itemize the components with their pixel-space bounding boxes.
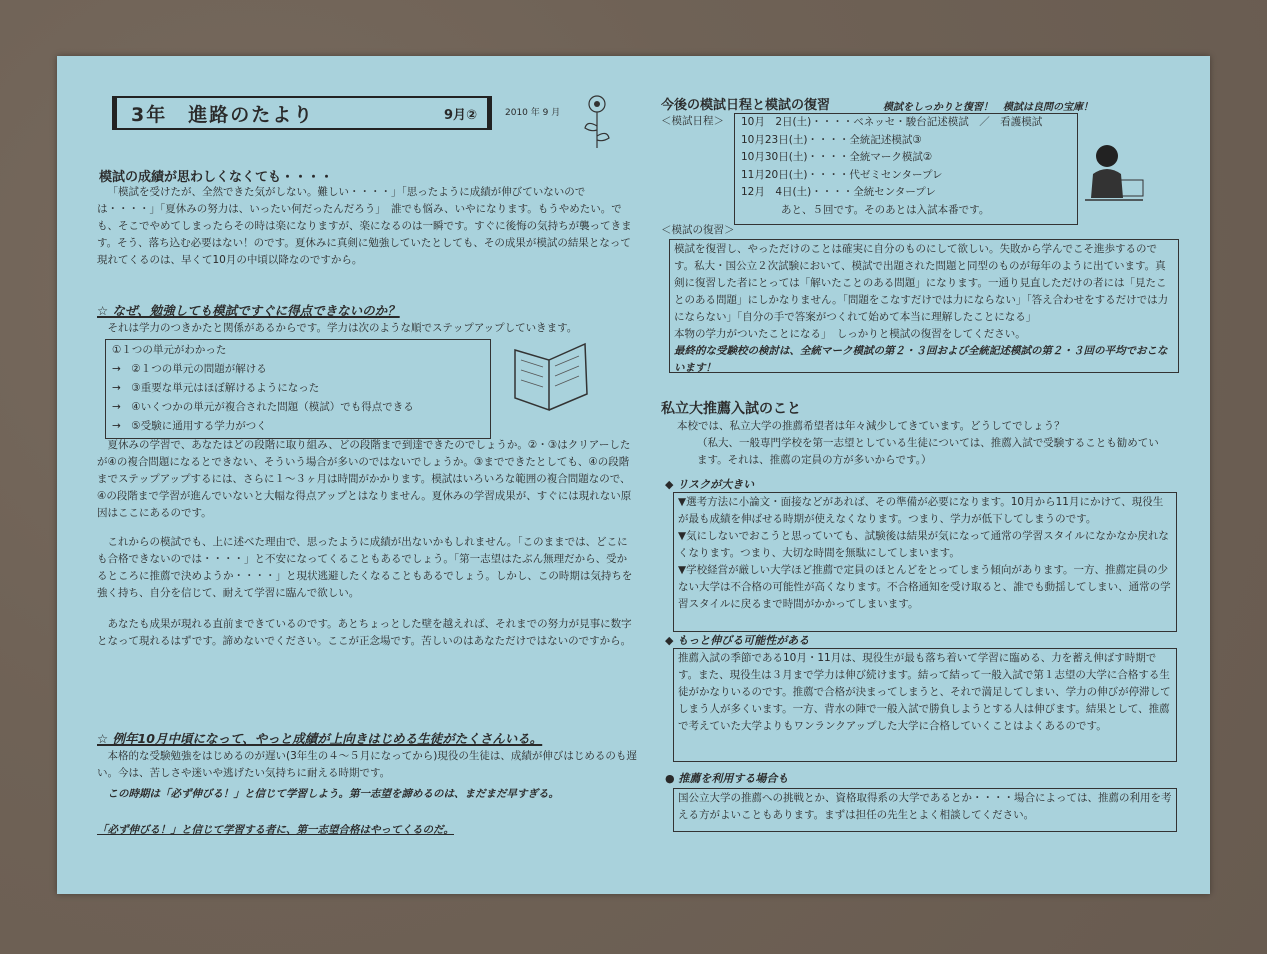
paragraph: 本校では、私立大学の推薦希望者は年々減少してきています。どうしてでしょう？ [677, 420, 1065, 432]
flower-icon [579, 92, 615, 150]
schedule-note: あと、５回です。そのあとは入試本番です。 [781, 203, 990, 216]
step-item: → ⑤受験に通用する学力がつく [112, 420, 267, 432]
paragraph: 国公立大学の推薦への挑戦とか、資格取得系の大学であるとか・・・・場合によっては、推薦の利用を考える方がよいこともあります。まずは担任の先生とよく相談してください。 [678, 792, 1172, 821]
risk-item: ▼選考方法に小論文・面接などがあれば、その準備が必要になります。10月から11月にかけて、現役生が最も成績を伸ばせる時期が使えなくなります。つまり、学力が低下してしまうのです。 [678, 496, 1164, 525]
growth-box [673, 648, 1177, 762]
review-box [669, 239, 1179, 373]
paragraph: 夏休みの学習で、あなたはどの段階に取り組み、どの段階まで到達できたのでしょうか。②・③はクリアーしたが④の複合問題になるとできない、そういう場合が多いのではないでしょうか。③までできたとしても、④の段階までステップアップするには、さらに１～３ヶ月は時間がかかります。模試はいろいろな範囲の複合問題なので、④の段階まで学習が進んでいないと大幅な得点アップとはなりません。夏休みの学習成果が、すぐには現れない原因はここにあるのです。 [97, 439, 632, 519]
section-heading: 今後の模試日程と模試の復習 [661, 98, 831, 113]
schedule-item: 10月 2日(土)・・・・ベネッセ・駿台記述模試 ／ 看護模試 [741, 116, 1043, 128]
emphasis-text: 「必ず伸びる！」と信じて学習する者に、第一志望合格はやってくるのだ。 [97, 824, 454, 836]
step-item: → ④いくつかの単元が複合された問題（模試）でも得点できる [112, 401, 414, 413]
section-heading: ☆ なぜ、勉強しても模試ですぐに得点できないのか？ [97, 303, 400, 318]
schedule-item: 10月30日(土)・・・・全統マーク模試② [741, 151, 933, 163]
step-item: ①１つの単元がわかった [112, 344, 227, 356]
section-heading: 模試の成績が思わしくなくても・・・・ [99, 170, 334, 185]
section-heading: ☆ 例年10月中頃になって、やっと成績が上向きはじめる生徒がたくさんいる。 [97, 731, 543, 746]
slogan: 模試をしっかりと復習！ 模試は良問の宝庫！ [883, 102, 1093, 113]
risk-item: ▼学校経営が厳しい大学ほど推薦で定員のほとんどをとってしまう傾向があります。一方、推薦定員の少ない大学は不合格の可能性が高くなります。不合格通知を受け取ると、誰でも動揺してしまい、通常の学習スタイルに戻るまで時間がかかってしまいます。 [678, 564, 1171, 610]
subheading: ◆ リスクが大きい [665, 478, 755, 491]
issue-number: 9月② [443, 107, 477, 123]
schedule-box [734, 113, 1078, 225]
schedule-label: ＜模試日程＞ [661, 115, 724, 127]
schedule-item: 11月20日(土)・・・・代ゼミセンタープレ [741, 168, 943, 181]
paragraph: これからの模試でも、上に述べた理由で、思ったように成績が出ないかもしれません。「このままでは、どこにも合格できないのでは・・・・」と不安になってくることもあるでしょう。「第一志望はたぶん無理だから、受かるところに推薦で決めようか・・・・」と現状逃避したくなることもあるでしょう。しかし、この時期は気持ちを強く持ち、自分を信じて、耐えて学習に臨んで欲しい。 [97, 536, 633, 599]
risk-box [673, 492, 1177, 632]
use-box [673, 788, 1177, 832]
paragraph: 推薦入試の季節である10月・11月は、現役生が最も落ち着いて学習に臨める、力を蓄え伸ばす時期です。また、現役生は３月まで学力は伸び続けます。結って結って一般入試で第１志望の大学に合格する生徒がかなりいるのです。推薦で合格が決まってしまうと、それで満足してしまい、学力の伸びが停滞してしまう人が多くいます。一方、背水の陣で一般入試で勝負しようとする人は伸びます。結果として、推薦で考えていた大学よりもワンランクアップした大学に合格していくことはよくあるのです。 [678, 652, 1171, 732]
paragraph: 「模試を受けたが、全然できた気がしない。難しい・・・・」「思ったように成績が伸びていないのでは・・・・」「夏休みの努力は、いったい何だったんだろう」 誰でも悩み、いやになります。もうやめたい。でも、そこでやめてしまったらその時は楽になりますが、楽になるのは一瞬です。すぐに後悔の気持ちが襲ってきます。そう、落ち込む必要はない！のです。夏休みに真剣に勉強していたとしても、その成果が模試の結果となって現れてくるのは、早くて10月の中頃以降なのですから。 [97, 186, 632, 266]
paragraph: （私大、一般専門学校を第一志望としている生徒については、推薦入試で受験することも勧めています。それは、推薦の定員の方が多いからです。） [697, 437, 1159, 466]
schedule-item: 12月 4日(土)・・・・全統センタープレ [741, 186, 936, 198]
section-heading: 私立大推薦入試のこと [661, 401, 801, 417]
subheading: ● 推薦を利用する場合も [665, 772, 789, 785]
paragraph: 本物の学力がついたことになる」 しっかりと模試の復習をしてください。 [674, 328, 1026, 340]
newsletter-title: 3年 進路のたより [131, 103, 315, 126]
review-label: ＜模試の復習＞ [661, 224, 735, 236]
book-icon [509, 336, 593, 414]
risk-item: ▼気にしないでおこうと思っていても、試験後は結果が気になって通常の学習スタイルになかなか戻れなくなります。つまり、大切な時間を無駄にしてしまいます。 [678, 530, 1169, 559]
steps-box [105, 339, 491, 439]
emphasis-text: 最終的な受験校の検討は、全統マーク模試の第２・３回および全統記述模試の第２・３回の平均でおこないます！ [674, 345, 1168, 374]
student-icon [1077, 136, 1147, 216]
paragraph: あなたも成果が現れる直前まできているのです。あとちょっとした壁を越えれば、それまでの努力が見事に数字となって現れるはずです。諦めないでください。ここが正念場です。苦しいのはあなただけではないのですから。 [97, 618, 632, 647]
newsletter-sheet [57, 56, 1210, 894]
issue-date: 2010 年 9 月 [505, 108, 561, 118]
step-item: → ③重要な単元はほぼ解けるようになった [112, 382, 320, 394]
masthead [112, 96, 492, 130]
paragraph: それは学力のつきかたと関係があるからです。学力は次のような順でステップアップしていきます。 [107, 322, 578, 334]
paragraph: 本格的な受験勉強をはじめるのが遅い(3年生の４～５月になってから)現役の生徒は、成績が伸びはじめるのも遅い。今は、苦しさや迷いや逃げたい気持ちに耐える時期です。 [97, 750, 637, 779]
step-item: → ②１つの単元の問題が解ける [112, 363, 267, 375]
subheading: ◆ もっと伸びる可能性がある [665, 634, 810, 647]
schedule-item: 10月23日(土)・・・・全統記述模試③ [741, 133, 922, 146]
emphasis-text: この時期は「必ず伸びる！」と信じて学習しよう。第一志望を諦めるのは、まだまだ早すぎる。 [107, 788, 559, 800]
paragraph: 模試を復習し、やっただけのことは確実に自分のものにして欲しい。失敗から学んでこそ進歩するのです。私大・国公立２次試験において、模試で出題された問題と同型のものが毎年のように出ています。真剣に復習した者にとっては「解いたことのある問題」になります。一通り見直しただけの者には「見たことのある問題」にしかなりません。「問題をこなすだけでは力にならない」「答え合わせをするだけでは力にならない」「自分の手で答案がつくれて始めて本当に理解したことになる」 [674, 243, 1169, 323]
